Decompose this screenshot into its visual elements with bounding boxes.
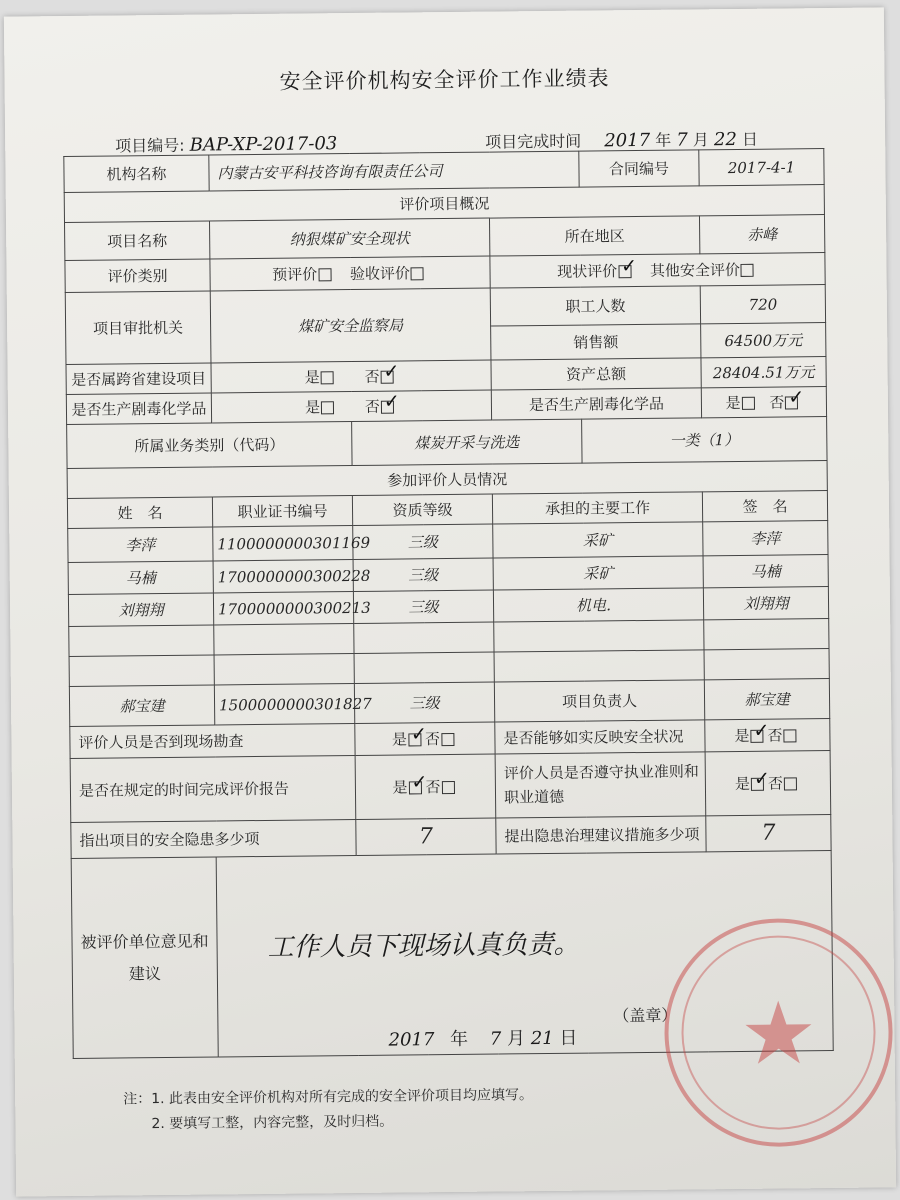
person-signature: 马楠 <box>703 555 828 588</box>
q6-label: 提出隐患治理建议措施多少项 <box>496 816 706 854</box>
cross-yes-label: 是 <box>304 368 320 387</box>
eval-type-options-right <box>490 253 825 289</box>
completion-day-unit: 日 <box>741 129 759 149</box>
leader-level: 三级 <box>354 682 494 723</box>
staff-label: 职工人数 <box>490 286 700 326</box>
completion-day: 22 <box>713 128 737 151</box>
person-cert: 1700000000300228 <box>213 560 353 593</box>
q2-no-checkbox[interactable] <box>783 729 796 742</box>
person-work: 采矿 <box>493 522 703 558</box>
performance-form-table <box>63 148 833 1059</box>
col-work-header: 承担的主要工作 <box>492 492 702 524</box>
approval-label: 项目审批机关 <box>65 291 211 365</box>
business-label: 所属业务类别（代码） <box>67 422 352 469</box>
q4-yes-label: 是 <box>734 774 751 794</box>
opinion-box <box>216 851 833 1057</box>
staff-value: 720 <box>700 285 825 324</box>
q4-yes-checkbox[interactable] <box>751 778 764 791</box>
document-title: 安全评价机构安全评价工作业绩表 <box>279 66 610 94</box>
toxic-no-checkbox[interactable] <box>381 401 394 414</box>
q1-no-label: 否 <box>424 730 441 749</box>
accept-eval-label: 验收评价 <box>349 264 411 284</box>
opinion-label: 被评价单位意见和建议 <box>71 857 218 1059</box>
q4-label: 评价人员是否遵守执业准则和职业道德 <box>495 752 706 818</box>
q5-value: 7 <box>356 818 496 855</box>
opinion-text: 工作人员下现场认真负责。 <box>267 929 580 963</box>
q3-no-checkbox[interactable] <box>441 781 454 794</box>
other-eval-label: 其他安全评价 <box>649 260 741 280</box>
col-sign-header: 签 名 <box>702 491 827 522</box>
question-row-2 <box>70 751 831 823</box>
opinion-date-month-unit: 月 <box>506 1028 526 1050</box>
region-value: 赤峰 <box>699 215 824 254</box>
cross-no-label: 否 <box>364 367 380 386</box>
footnotes <box>123 1083 533 1136</box>
sales-label: 销售额 <box>491 324 701 360</box>
q1-label: 评价人员是否到现场勘查 <box>70 724 355 759</box>
leader-name: 郝宝建 <box>69 685 214 727</box>
q4-options <box>705 751 831 816</box>
cross-province-label: 是否属跨省建设项目 <box>66 363 211 395</box>
toxic-yes-label: 是 <box>304 398 321 417</box>
overview-section-label: 评价项目概况 <box>64 185 824 223</box>
person-cert: 1700000000300213 <box>213 592 353 625</box>
org-name-value: 内蒙古安平科技咨询有限责任公司 <box>209 151 579 191</box>
q2-yes-checkbox[interactable] <box>750 730 763 743</box>
eval-type-label: 评价类别 <box>65 259 210 293</box>
person-cert: 1100000000301169 <box>213 526 353 561</box>
q3-yes-label: 是 <box>392 778 408 797</box>
project-number-value: BAP-XP-2017-03 <box>189 133 338 156</box>
footnote-2: 2. 要填写工整，内容完整，及时归档。 <box>151 1113 394 1132</box>
opinion-date-month: 7 <box>489 1028 502 1050</box>
business-value: 煤炭开采与洗选 <box>352 419 582 465</box>
q2-no-label: 否 <box>767 726 783 745</box>
toxic-yes-checkbox[interactable] <box>321 401 334 414</box>
person-name: 刘翔翔 <box>68 593 213 627</box>
toxic-options <box>211 390 491 423</box>
q3-options <box>355 754 496 819</box>
opinion-row <box>71 851 833 1059</box>
footnote-1: 注：1. 此表由安全评价机构对所有完成的安全评价项目均应填写。 <box>123 1087 534 1108</box>
assets-label: 资产总额 <box>491 358 701 390</box>
col-level-header: 资质等级 <box>352 494 492 525</box>
q2-options <box>705 719 830 752</box>
leader-cert: 1500000000301827 <box>214 684 354 725</box>
cross-yes-checkbox[interactable] <box>321 371 334 384</box>
project-name-value: 纳狠煤矿安全现状 <box>209 218 489 259</box>
q1-no-checkbox[interactable] <box>441 733 454 746</box>
person-level: 三级 <box>353 558 493 591</box>
project-name-label: 项目名称 <box>65 221 210 261</box>
seal-label: （盖章） <box>613 1005 678 1026</box>
cross-no-checkbox[interactable] <box>380 371 393 384</box>
business-code-value: 一类（1） <box>582 417 827 464</box>
opinion-date-year: 2017 <box>388 1029 435 1051</box>
col-name-header: 姓 名 <box>67 497 212 529</box>
approval-value: 煤矿安全监察局 <box>210 288 491 363</box>
eval-type-options-left <box>210 256 490 291</box>
completion-month-unit: 月 <box>692 130 709 150</box>
toxic-label: 是否生产剧毒化学品 <box>66 393 211 425</box>
q3-label: 是否在规定的时间完成评价报告 <box>70 756 356 823</box>
org-name-label: 机构名称 <box>64 155 209 193</box>
q2-label: 是否能够如实反映安全状况 <box>495 720 705 754</box>
toxic2-no-checkbox[interactable] <box>785 396 798 409</box>
toxic-options-2 <box>701 387 826 418</box>
opinion-date-day-unit: 日 <box>559 1027 578 1049</box>
q1-yes-label: 是 <box>391 730 408 749</box>
toxic-label-2: 是否生产剧毒化学品 <box>491 388 701 420</box>
leader-signature: 郝宝建 <box>704 679 829 720</box>
pre-eval-label: 预评价 <box>272 265 318 284</box>
q2-yes-label: 是 <box>734 726 750 746</box>
person-work: 采矿 <box>493 556 703 590</box>
opinion-date-day: 21 <box>530 1027 554 1050</box>
personnel-section-label: 参加评价人员情况 <box>67 461 827 499</box>
status-eval-label: 现状评价 <box>557 262 618 281</box>
person-name: 李萍 <box>68 527 213 563</box>
completion-year: 2017 <box>604 129 651 152</box>
project-number-label: 项目编号: <box>115 135 185 156</box>
status-eval-checkbox[interactable] <box>618 265 631 278</box>
region-label: 所在地区 <box>489 216 699 256</box>
q3-yes-checkbox[interactable] <box>408 781 421 794</box>
pre-eval-checkbox[interactable] <box>318 268 331 281</box>
leader-label: 项目负责人 <box>494 680 704 722</box>
toxic2-yes-label: 是 <box>725 393 741 413</box>
person-work: 机电． <box>493 588 703 622</box>
person-level: 三级 <box>353 590 493 623</box>
person-signature: 刘翔翔 <box>703 587 828 620</box>
business-row <box>67 417 827 469</box>
assets-value: 28404.51万元 <box>701 357 826 388</box>
completion-month: 7 <box>676 129 688 151</box>
q5-label: 指出项目的安全隐患多少项 <box>71 819 356 858</box>
toxic-no-label: 否 <box>364 397 380 416</box>
q6-value: 7 <box>706 815 831 852</box>
q1-yes-checkbox[interactable] <box>408 733 421 746</box>
q3-no-label: 否 <box>425 778 441 797</box>
sales-value: 64500万元 <box>701 323 826 358</box>
person-level: 三级 <box>353 524 493 559</box>
opinion-date-year-unit: 年 <box>450 1028 469 1051</box>
form-paper <box>4 7 896 1196</box>
toxic2-yes-checkbox[interactable] <box>741 397 754 410</box>
q1-options <box>355 722 495 755</box>
completion-label: 项目完成时间 <box>485 131 582 152</box>
accept-eval-checkbox[interactable] <box>411 267 424 280</box>
other-eval-checkbox[interactable] <box>741 264 754 277</box>
contract-value: 2017-4-1 <box>699 149 824 186</box>
col-cert-header: 职业证书编号 <box>212 496 352 527</box>
contract-label: 合同编号 <box>579 150 699 187</box>
person-name: 马楠 <box>68 561 213 595</box>
toxic2-no-label: 否 <box>769 393 785 412</box>
opinion-date <box>388 1024 577 1052</box>
q4-no-label: 否 <box>767 774 784 793</box>
q4-no-checkbox[interactable] <box>784 777 797 790</box>
person-signature: 李萍 <box>703 521 828 556</box>
completion-year-unit: 年 <box>655 130 672 150</box>
cross-province-options <box>211 360 491 393</box>
